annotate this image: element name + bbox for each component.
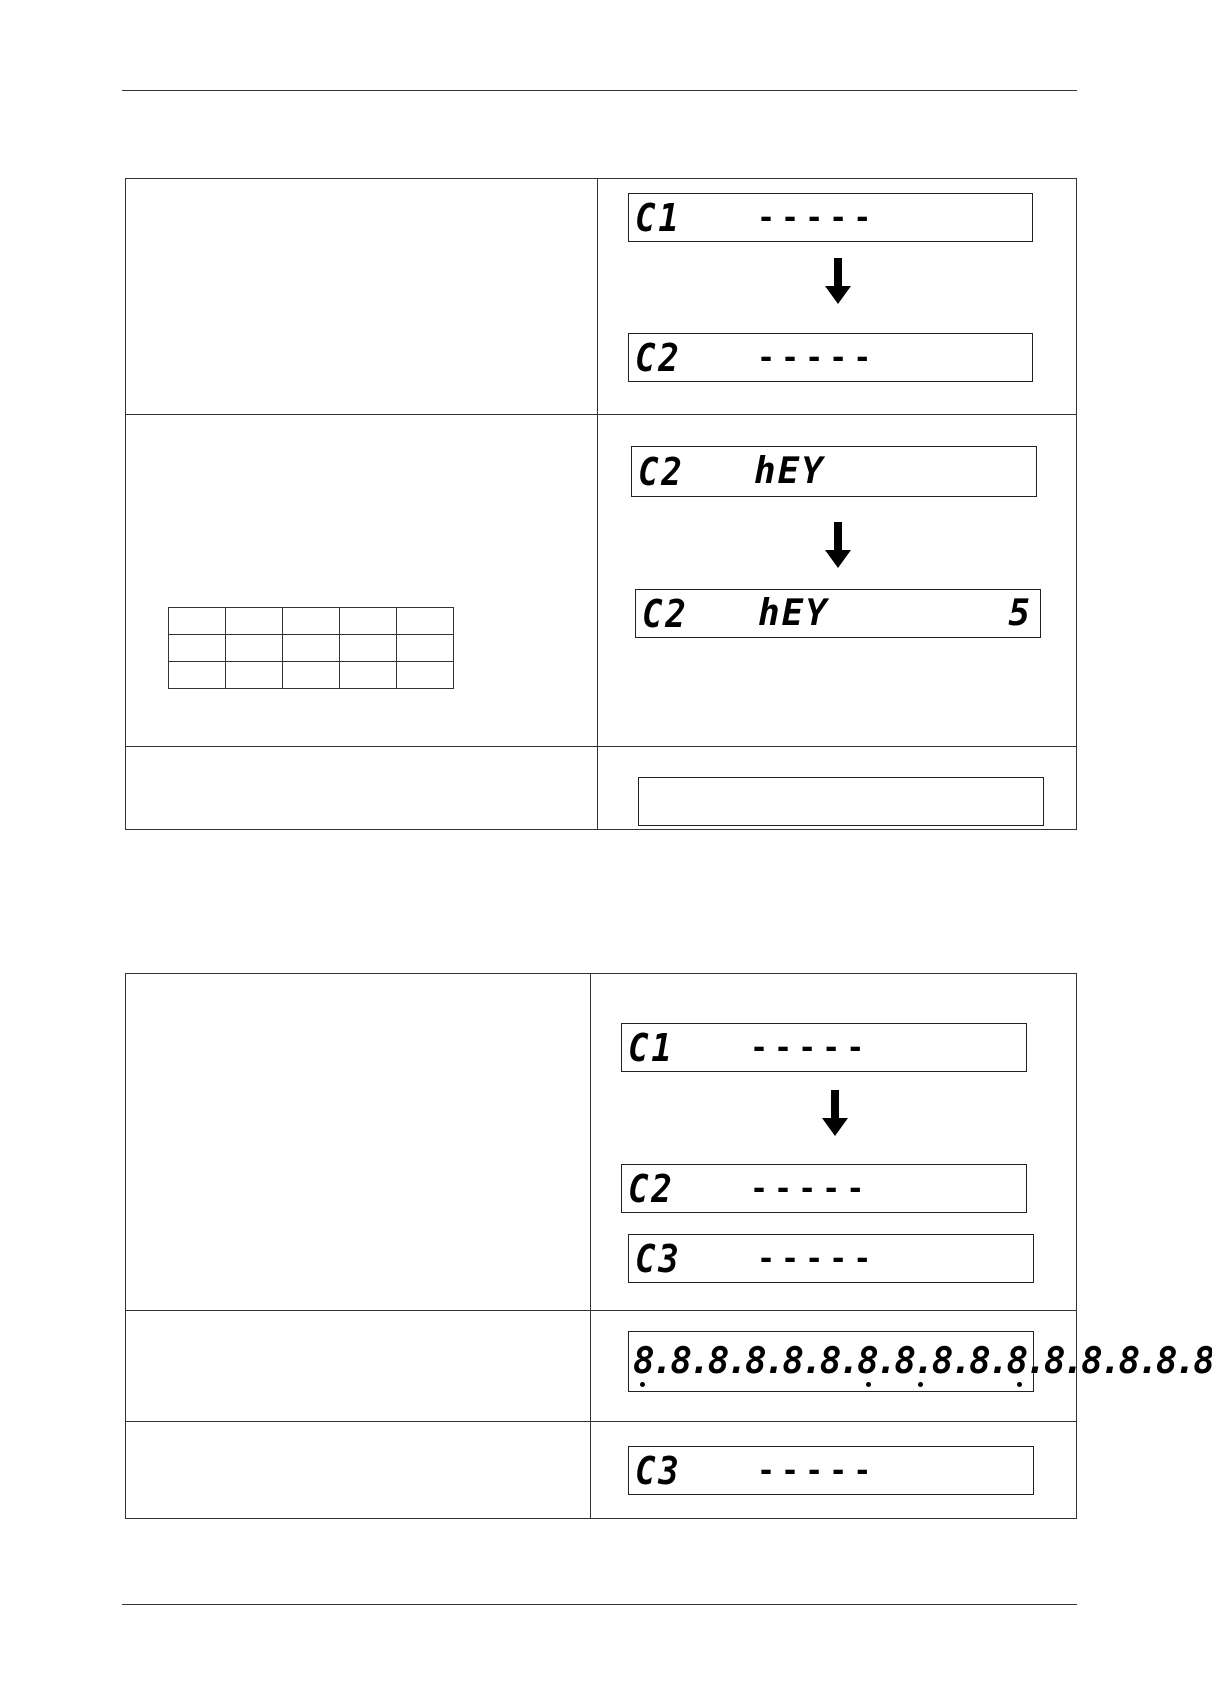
- lcd-display: [628, 1446, 1034, 1495]
- footer-rule: [122, 1604, 1077, 1605]
- header-rule: [122, 90, 1077, 91]
- lcd-code: C2: [642, 591, 689, 636]
- table-1-row-divider: [125, 746, 1077, 747]
- lcd-segment-test-display: [628, 1331, 1212, 1392]
- lcd-code: C2: [628, 1166, 675, 1211]
- lcd-display: [621, 1164, 1027, 1213]
- lcd-value: -----: [757, 200, 878, 235]
- lcd-display: [628, 193, 1033, 242]
- lcd-indicator-dot: [918, 1382, 923, 1387]
- lcd-value: -----: [757, 1241, 878, 1276]
- lcd-display: [635, 589, 1041, 638]
- arrow-down-icon: [820, 1090, 850, 1138]
- table-2-row-divider: [125, 1310, 1077, 1311]
- lcd-value: hEY: [754, 451, 826, 492]
- table-1-row-divider: [125, 414, 1077, 415]
- lcd-code: C2: [638, 449, 685, 494]
- lcd-code: C1: [628, 1025, 675, 1070]
- procedure-table-1: [125, 178, 1077, 830]
- lcd-value: -----: [757, 340, 878, 375]
- lcd-display: [631, 446, 1037, 497]
- lcd-indicator-dot: [1017, 1382, 1022, 1387]
- lcd-indicator-dot: [866, 1382, 871, 1387]
- arrow-down-icon: [823, 522, 853, 570]
- lcd-value: -----: [750, 1171, 871, 1206]
- lcd-code: C2: [635, 335, 682, 380]
- table-2-column-divider: [590, 973, 591, 1519]
- lcd-value: -----: [757, 1453, 878, 1488]
- lcd-value: hEY: [758, 593, 830, 634]
- lcd-right-digit: 5: [1008, 593, 1030, 634]
- lcd-code: C1: [635, 195, 682, 240]
- lcd-display: [621, 1023, 1027, 1072]
- table-2-row-divider: [125, 1421, 1077, 1422]
- table-1-column-divider: [597, 178, 598, 830]
- lcd-all-segments: 8.8.8.8.8.8.8.8.8.8.8.8.8.8.8.8: [633, 1341, 1212, 1382]
- lcd-display-blank: [638, 777, 1044, 826]
- selection-grid: [168, 607, 454, 689]
- lcd-value: -----: [750, 1030, 871, 1065]
- lcd-code: C3: [635, 1236, 682, 1281]
- lcd-display: [628, 1234, 1034, 1283]
- lcd-indicator-dot: [640, 1382, 645, 1387]
- lcd-code: C3: [635, 1448, 682, 1493]
- lcd-display: [628, 333, 1033, 382]
- arrow-down-icon: [823, 258, 853, 306]
